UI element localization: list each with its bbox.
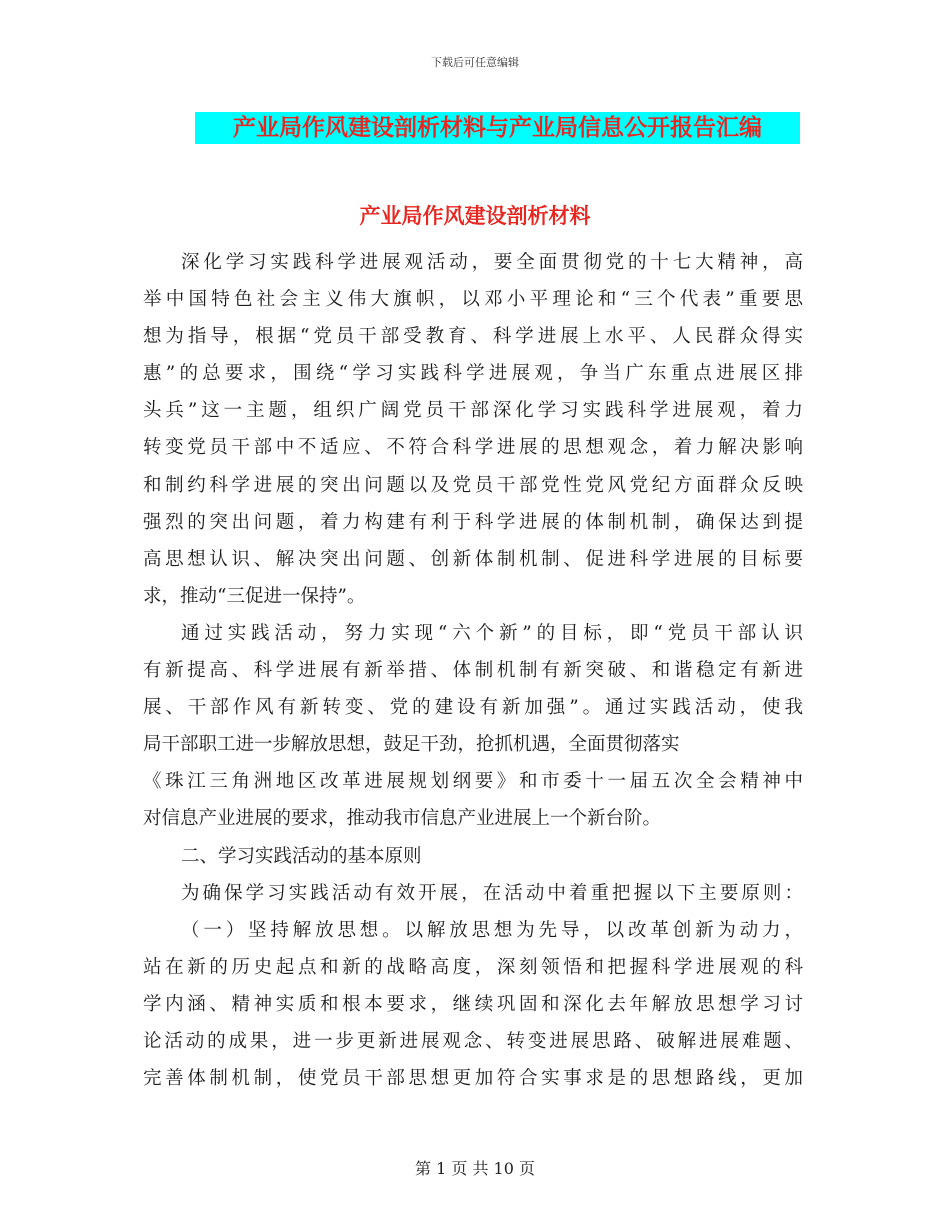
body-line: 展、干部作风有新转变、党的建设有新加强”。通过实践活动，使我	[143, 697, 803, 719]
body-line: 头兵”这一主题，组织广阔党员干部深化学习实践科学进展观，着力	[143, 400, 803, 422]
body-line: 为确保学习实践活动有效开展，在活动中着重把握以下主要原则：	[181, 882, 803, 904]
section-title: 产业局作风建设剖析材料	[359, 203, 591, 228]
body-line: 转变党员干部中不适应、不符合科学进展的思想观念，着力解决影响	[143, 437, 803, 459]
body-line: 通过实践活动，努力实现“六个新”的目标，即“党员干部认识	[181, 622, 803, 644]
body-line: 高思想认识、解决突出问题、创新体制机制、促进科学进展的目标要	[143, 548, 803, 570]
body-line: 想为指导，根据“党员干部受教育、科学进展上水平、人民群众得实	[143, 326, 803, 348]
body-line: 强烈的突出问题，着力构建有利于科学进展的体制机制，确保达到提	[143, 511, 803, 533]
body-line: 举中国特色社会主义伟大旗帜，以邓小平理论和“三个代表”重要思	[143, 289, 803, 311]
header-note: 下载后可任意编辑	[431, 56, 519, 69]
document-main-title: 产业局作风建设剖析材料与产业局信息公开报告汇编	[195, 112, 800, 144]
body-line: 对信息产业进展的要求，推动我市信息产业进展上一个新台阶。	[143, 808, 662, 830]
body-line: 求，推动“三促进一保持”。	[143, 585, 366, 607]
body-line: 学内涵、精神实质和根本要求，继续巩固和深化去年解放思想学习讨	[143, 993, 803, 1015]
body-line: 完善体制机制，使党员干部思想更加符合实事求是的思想路线，更加	[143, 1068, 803, 1090]
body-line: 论活动的成果，进一步更新进展观念、转变进展思路、破解进展难题、	[143, 1030, 803, 1052]
body-line: 惠”的总要求，围绕“学习实践科学进展观，争当广东重点进展区排	[143, 363, 803, 385]
body-line: 站在新的历史起点和新的战略高度，深刻领悟和把握科学进展观的科	[143, 956, 803, 978]
page-footer: 第 1 页 共 10 页	[415, 1159, 535, 1178]
body-line: 《珠江三角洲地区改革进展规划纲要》和市委十一届五次全会精神中	[143, 771, 803, 793]
body-line: 有新提高、科学进展有新举措、体制机制有新突破、和谐稳定有新进	[143, 660, 803, 682]
body-line: 深化学习实践科学进展观活动，要全面贯彻党的十七大精神，高	[181, 252, 803, 273]
body-line: 二、学习实践活动的基本原则	[181, 845, 422, 867]
body-line: 局干部职工进一步解放思想，鼓足干劲，抢抓机遇，全面贯彻落实	[143, 734, 680, 756]
body-line: （一）坚持解放思想。以解放思想为先导，以改革创新为动力，	[181, 919, 803, 941]
body-text	[143, 244, 803, 1097]
body-line: 和制约科学进展的突出问题以及党员干部党性党风党纪方面群众反映	[143, 474, 803, 496]
